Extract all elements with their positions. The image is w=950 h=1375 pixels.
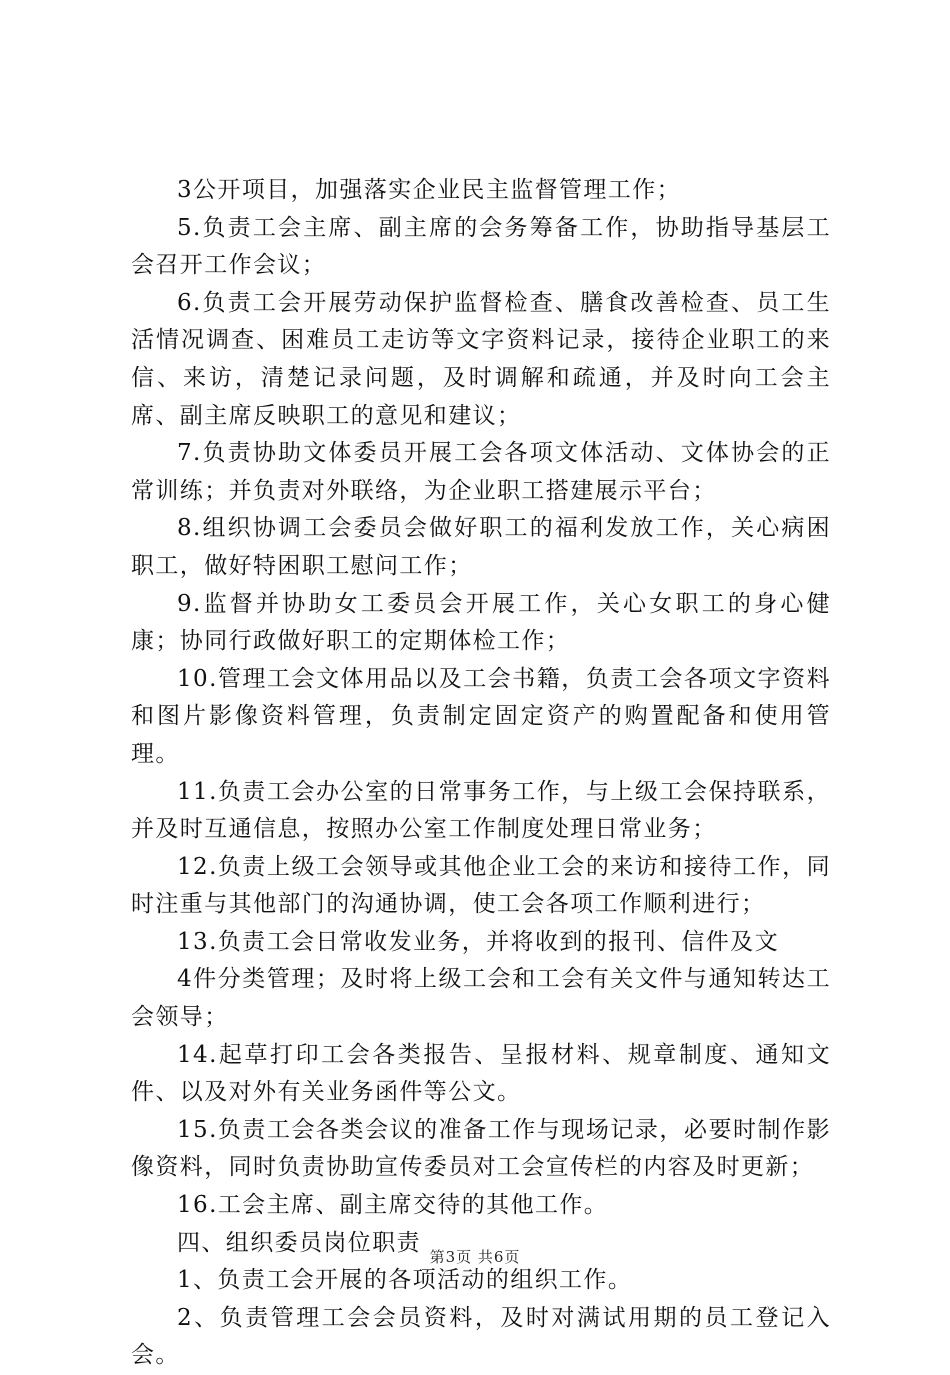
- paragraph: 3公开项目，加强落实企业民主监督管理工作；: [177, 177, 682, 203]
- paragraph: 2、负责管理工会会员资料，及时对满试用期的员工登记入会。: [131, 1304, 831, 1369]
- paragraph: 4件分类管理；及时将上级工会和工会有关文件与通知转达工会领导；: [131, 966, 831, 1031]
- paragraph: 7.负责协助文体委员开展工会各项文体活动、文体协会的正常训练；并负责对外联络，为企业职工搭建展示平台；: [131, 440, 831, 504]
- paragraph: 1、负责工会开展的各项活动的组织工作。: [177, 1267, 633, 1294]
- section-heading: 四、组织委员岗位职责: [177, 1229, 421, 1256]
- paragraph: 15.负责工会各类会议的准备工作与现场记录，必要时制作影像资料，同时负责协助宣传委员对工会宣传栏的内容及时更新；: [131, 1116, 831, 1181]
- paragraph: 11.负责工会办公室的日常事务工作，与上级工会保持联系，并及时互通信息，按照办公室工作制度处理日常业务；: [131, 778, 831, 843]
- page-number-footer: 第3页 共6页: [429, 1248, 521, 1266]
- paragraph: 8.组织协调工会委员会做好职工的福利发放工作，关心病困职工，做好特困职工慰问工作；: [131, 515, 831, 579]
- document-body: [131, 172, 831, 1375]
- paragraph: 14.起草打印工会各类报告、呈报材料、规章制度、通知文件、以及对外有关业务函件等公文。: [131, 1041, 831, 1106]
- paragraph: 10.管理工会文体用品以及工会书籍，负责工会各项文字资料和图片影像资料管理，负责制定固定资产的购置配备和使用管理。: [131, 665, 831, 767]
- paragraph: 9.监督并协助女工委员会开展工作，关心女职工的身心健康；协同行政做好职工的定期体检工作；: [131, 590, 831, 655]
- paragraph: 6.负责工会开展劳动保护监督检查、膳食改善检查、员工生活情况调查、困难员工走访等文字资料记录，接待企业职工的来信、来访，清楚记录问题，及时调解和疏通，并及时向工会主席、副主席反映职工的意见和建议；: [131, 289, 831, 429]
- paragraph: 12.负责上级工会领导或其他企业工会的来访和接待工作，同时注重与其他部门的沟通协调，使工会各项工作顺利进行；: [131, 853, 831, 918]
- paragraph: 13.负责工会日常收发业务，并将收到的报刊、信件及文: [177, 928, 779, 955]
- paragraph: 16.工会主席、副主席交待的其他工作。: [177, 1192, 609, 1219]
- paragraph: 5.负责工会主席、副主席的会务筹备工作，协助指导基层工会召开工作会议；: [131, 214, 831, 279]
